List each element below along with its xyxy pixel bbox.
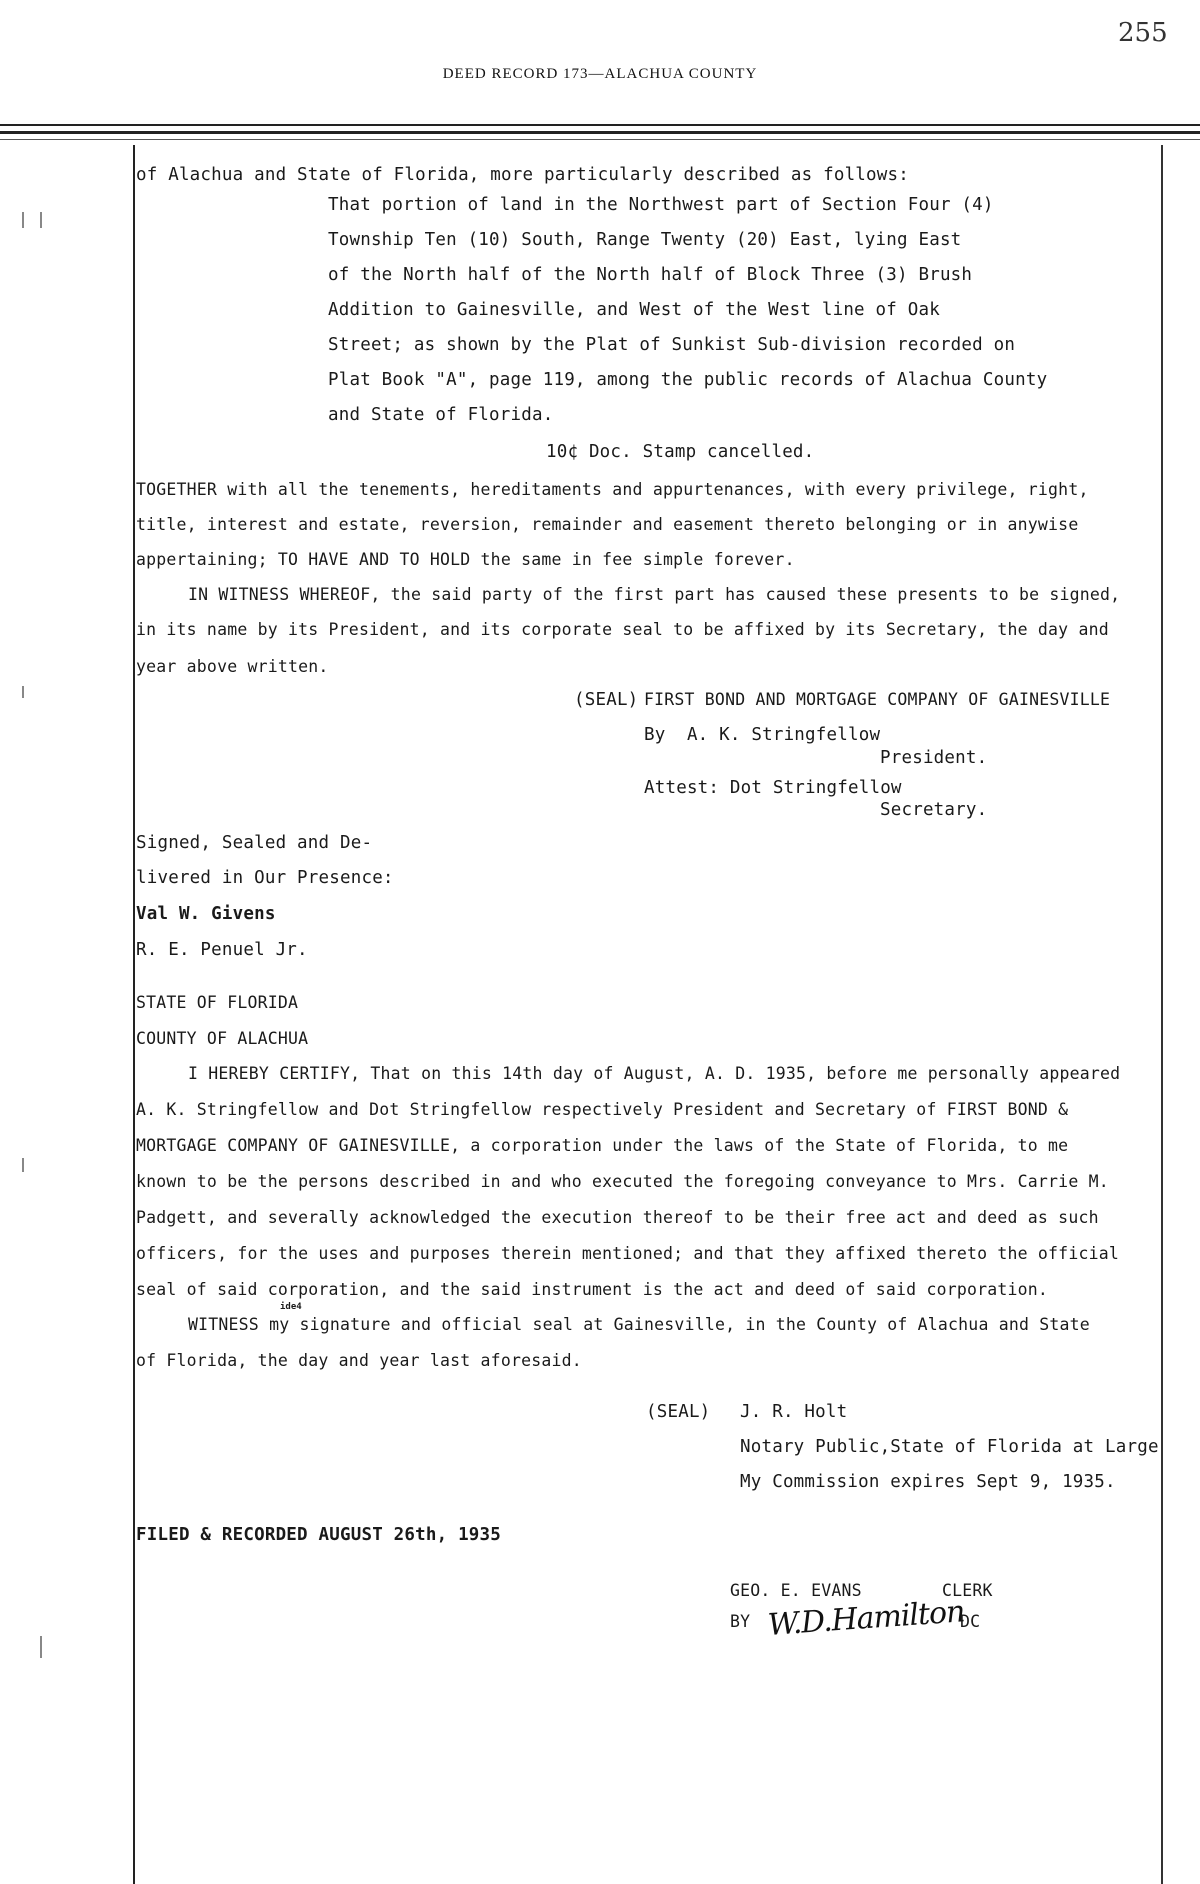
president-title: President. bbox=[880, 748, 988, 768]
filing-stamp: FILED & RECORDED AUGUST 26th, 1935 bbox=[136, 1525, 502, 1545]
certificate-line: officers, for the uses and purposes therein mentioned; and that they affixed thereto the official bbox=[136, 1244, 1119, 1263]
page-title: DEED RECORD 173—ALACHUA COUNTY bbox=[442, 66, 758, 82]
left-margin-line bbox=[133, 145, 135, 1884]
interlineation: ide4 bbox=[280, 1302, 302, 1312]
notary-seal: (SEAL) bbox=[646, 1402, 711, 1422]
venue-county: COUNTY OF ALACHUA bbox=[136, 1029, 309, 1048]
right-margin-line bbox=[1161, 145, 1163, 1884]
witness-name: Val W. Givens bbox=[136, 904, 276, 924]
witness-clause-line: year above written. bbox=[136, 657, 329, 676]
deputy-title: DC bbox=[960, 1612, 981, 1631]
venue-state: STATE OF FLORIDA bbox=[136, 993, 299, 1012]
grantor-seal: (SEAL) bbox=[574, 690, 639, 710]
president-by-line: By A. K. Stringfellow bbox=[644, 725, 881, 745]
witness-heading: livered in Our Presence: bbox=[136, 868, 394, 888]
description-line: Street; as shown by the Plat of Sunkist Sub-division recorded on bbox=[328, 335, 1016, 355]
notary-name: J. R. Holt bbox=[740, 1402, 848, 1422]
description-intro: of Alachua and State of Florida, more particularly described as follows: bbox=[136, 165, 909, 185]
certificate-line: seal of said corporation, and the said instrument is the act and deed of said corporation. bbox=[136, 1280, 1049, 1299]
habendum-line: TOGETHER with all the tenements, hereditaments and appurtenances, with every privilege, right, bbox=[136, 480, 1089, 499]
certificate-line: known to be the persons described in and who executed the foregoing conveyance to Mrs. Carrie M. bbox=[136, 1172, 1109, 1191]
notary-witness-line: WITNESS my signature and official seal at Gainesville, in the County of Alachua and State bbox=[188, 1315, 1090, 1334]
certificate-line: Padgett, and severally acknowledged the execution thereof to be their free act and deed as such bbox=[136, 1208, 1099, 1227]
clerk-name: GEO. E. EVANS bbox=[730, 1581, 862, 1600]
header-rule bbox=[0, 139, 1200, 140]
doc-stamp-note: 10¢ Doc. Stamp cancelled. bbox=[546, 442, 815, 462]
deputy-signature: W.D.Hamilton bbox=[766, 1594, 966, 1643]
certificate-line: MORTGAGE COMPANY OF GAINESVILLE, a corporation under the laws of the State of Florida, to me bbox=[136, 1136, 1069, 1155]
secretary-title: Secretary. bbox=[880, 800, 988, 820]
scan-speck bbox=[22, 686, 24, 698]
certificate-line: I HEREBY CERTIFY, That on this 14th day of August, A. D. 1935, before me personally appeared bbox=[188, 1064, 1121, 1083]
grantor-company: FIRST BOND AND MORTGAGE COMPANY OF GAINESVILLE bbox=[644, 690, 1111, 709]
description-line: Plat Book "A", page 119, among the public records of Alachua County bbox=[328, 370, 1048, 390]
secretary-attest-line: Attest: Dot Stringfellow bbox=[644, 778, 902, 798]
deputy-by: BY bbox=[730, 1612, 751, 1631]
scan-speck bbox=[40, 212, 42, 228]
clerk-title: CLERK bbox=[942, 1581, 993, 1600]
scan-speck bbox=[40, 1636, 42, 1658]
witness-name: R. E. Penuel Jr. bbox=[136, 940, 308, 960]
witness-heading: Signed, Sealed and De- bbox=[136, 833, 373, 853]
witness-clause-line: IN WITNESS WHEREOF, the said party of the first part has caused these presents to be signed, bbox=[188, 585, 1121, 604]
notary-title: Notary Public,State of Florida at Large bbox=[740, 1437, 1159, 1457]
description-line: Addition to Gainesville, and West of the West line of Oak bbox=[328, 300, 940, 320]
header-rule bbox=[0, 124, 1200, 126]
habendum-line: appertaining; TO HAVE AND TO HOLD the same in fee simple forever. bbox=[136, 550, 795, 569]
habendum-line: title, interest and estate, reversion, remainder and easement thereto belonging or in anywise bbox=[136, 515, 1079, 534]
certificate-line: A. K. Stringfellow and Dot Stringfellow respectively President and Secretary of FIRST BOND & bbox=[136, 1100, 1069, 1119]
description-line: of the North half of the North half of Block Three (3) Brush bbox=[328, 265, 973, 285]
witness-clause-line: in its name by its President, and its corporate seal to be affixed by its Secretary, the day and bbox=[136, 620, 1109, 639]
scan-speck bbox=[22, 1158, 24, 1172]
description-line: That portion of land in the Northwest part of Section Four (4) bbox=[328, 195, 994, 215]
notary-commission: My Commission expires Sept 9, 1935. bbox=[740, 1472, 1116, 1492]
header-rule bbox=[0, 131, 1200, 134]
description-line: Township Ten (10) South, Range Twenty (20) East, lying East bbox=[328, 230, 962, 250]
page-number: 255 bbox=[1118, 18, 1168, 48]
description-line: and State of Florida. bbox=[328, 405, 554, 425]
notary-witness-line: of Florida, the day and year last aforesaid. bbox=[136, 1351, 582, 1370]
scan-speck bbox=[22, 212, 24, 228]
